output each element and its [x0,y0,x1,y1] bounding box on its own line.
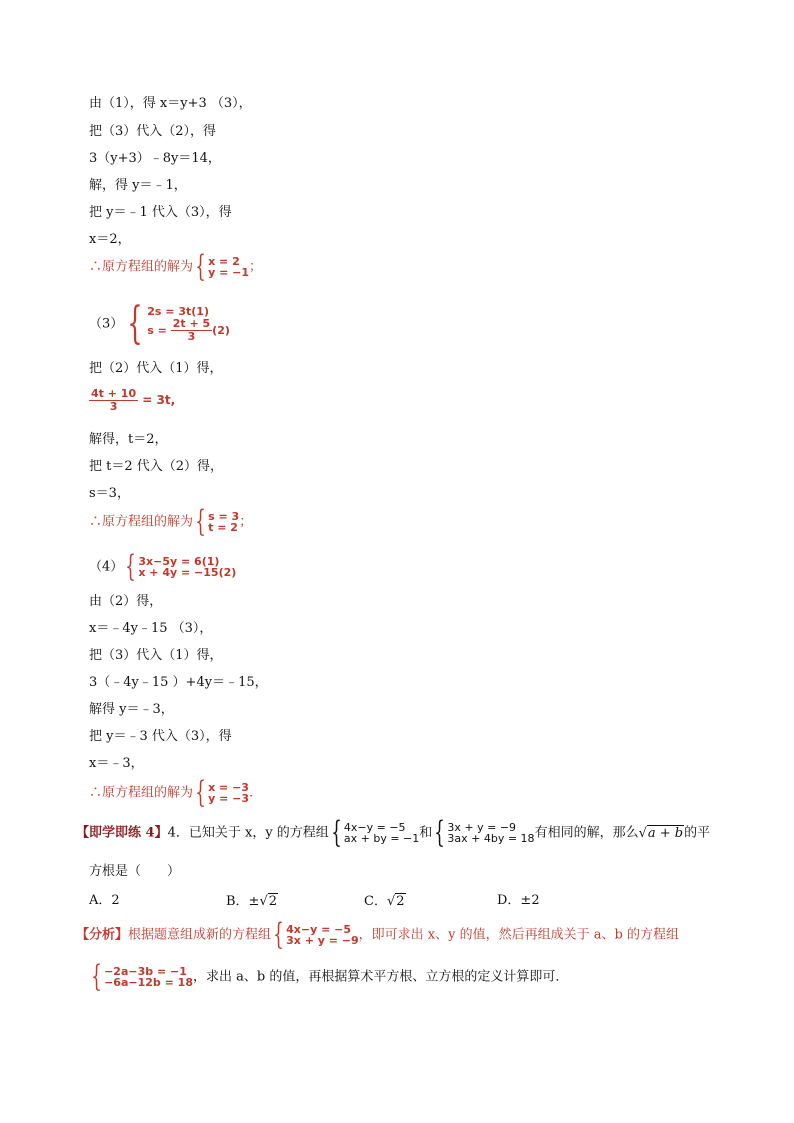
sqrt-expression: √2 [386,894,405,909]
conclusion-suffix: ； [239,514,253,530]
conclusion-prefix: ∴原方程组的解为 [89,259,194,275]
equation: ax + by = −1 [343,832,420,845]
solution-eq: y = −1 [208,266,250,279]
choice-b[interactable] [226,893,278,910]
equation-system [329,815,420,850]
sqrt-radicand: 2 [268,894,278,909]
brace-icon: { [331,815,342,850]
step-line: 3（y+3）﹣8y＝14， [89,151,221,166]
equation: 3x−5y = 6(1) [138,555,220,568]
equation-system [123,549,237,584]
solution-system [193,775,250,810]
part4-system-line [89,549,237,584]
brace-icon: { [195,775,206,810]
equation-system [123,298,230,349]
conclusion-line [89,249,263,284]
brace-icon: { [127,298,143,349]
conclusion-line [89,504,253,539]
solution-eq: t = 2 [208,521,238,534]
choice-c[interactable] [364,893,406,910]
analysis-line [89,959,569,994]
fraction-numerator: 2t + 5 [172,317,211,330]
question-tag: 【即学即练 4】 [76,825,168,841]
step-line: 把（2）代入（1）得， [89,361,223,376]
fraction [171,318,212,343]
analysis-text: ，求出 a、b 的值，再根据算术平方根、立方根的定义计算即可． [192,969,569,985]
fraction-equation [89,388,175,413]
conclusion-prefix: ∴原方程组的解为 [89,785,194,801]
equation: 3x + y = −9 [286,934,359,947]
equation-rhs: = 3t, [142,393,176,407]
equation: 3ax + 4by = 18 [447,832,535,845]
step-line: 由（2）得， [89,594,163,609]
conclusion-suffix: ； [249,259,263,275]
question-stem: 有相同的解，那么 [534,825,639,841]
step-line: 由（1），得 x＝y+3 （3）， [89,96,252,111]
analysis-line [76,917,679,952]
brace-icon: { [434,815,446,850]
equation: 2s = 3t(1) [147,305,209,318]
conclusion-prefix: ∴原方程组的解为 [89,514,194,530]
equation: x + 4y = −15(2) [138,566,237,579]
step-line: s＝3， [89,486,130,501]
question-stem: 的平 [684,825,711,841]
equation: −2a−3b = −1 [104,965,187,978]
brace-icon: { [273,917,284,952]
analysis-text: ，即可求出 x、y 的值，然后再组成关于 a、b 的方程组 [358,927,679,943]
brace-icon: { [195,504,206,539]
choice-b-prefix: B．± [226,894,260,909]
step-line: 解得，t＝2， [89,432,168,447]
step-line: 解，得 y＝﹣1， [89,178,187,193]
analysis-tag: 【分析】 [76,927,129,943]
step-line: x＝﹣3， [89,756,144,771]
question-line [76,815,711,850]
step-line: x＝﹣4y﹣15 （3）， [89,621,213,636]
step-line: 把（3）代入（1）得， [89,648,223,663]
fraction [89,388,138,413]
conclusion-line [89,775,254,810]
question-line: 方根是（ ） [89,864,181,879]
step-line: 把 t＝2 代入（2）得， [89,459,224,474]
equation: 4x−y = −5 [286,923,352,936]
choice-c-prefix: C． [364,894,387,909]
part3-system-line [89,298,230,349]
equation-system [89,959,193,994]
fraction-denominator: 3 [187,330,196,343]
solution-eq: y = −3 [208,792,250,805]
solution-system [193,249,250,284]
sqrt-expression: √2 [259,894,278,909]
solution-eq: x = −3 [208,781,249,794]
equation-system [271,917,359,952]
brace-icon: { [125,549,137,584]
question-stem: 4．已知关于 x，y 的方程组 [167,825,329,841]
analysis-text: 根据题意组成新的方程组 [128,927,272,943]
solution-system [193,504,240,539]
step-line: 把 y＝﹣3 代入（3），得 [89,729,232,744]
brace-icon: { [91,959,102,994]
equation: 3x + y = −9 [447,821,517,834]
question-stem: 和 [419,825,433,841]
step-line: 把（3）代入（2），得 [89,124,217,139]
equation: 4x−y = −5 [343,821,406,834]
equation-system [432,815,535,850]
step-line: 解得 y＝﹣3， [89,702,174,717]
fraction-numerator: 4t + 10 [91,387,137,400]
step-line: 3（﹣4y﹣15 ）+4y＝﹣15， [89,675,268,690]
choice-d[interactable]: D．±2 [497,893,540,908]
sqrt-expression: √a + b [638,825,684,841]
sqrt-radicand: a + b [647,825,684,841]
solution-eq: s = 3 [208,510,240,523]
brace-icon: { [195,249,206,284]
equation-lhs: s = [147,324,167,337]
part-label: （4） [89,559,124,575]
equation: −6a−12b = 18 [104,976,193,989]
choice-a[interactable]: A．2 [89,893,120,908]
solution-eq: x = 2 [208,255,240,268]
step-line: 把 y＝﹣1 代入（3），得 [89,205,232,220]
conclusion-suffix: . [249,785,254,801]
part-label: （3） [89,316,124,332]
sqrt-radicand: 2 [396,894,405,909]
equation-tag: (2) [212,324,230,337]
fraction-denominator: 3 [109,400,118,413]
step-line: x＝2， [89,232,131,247]
